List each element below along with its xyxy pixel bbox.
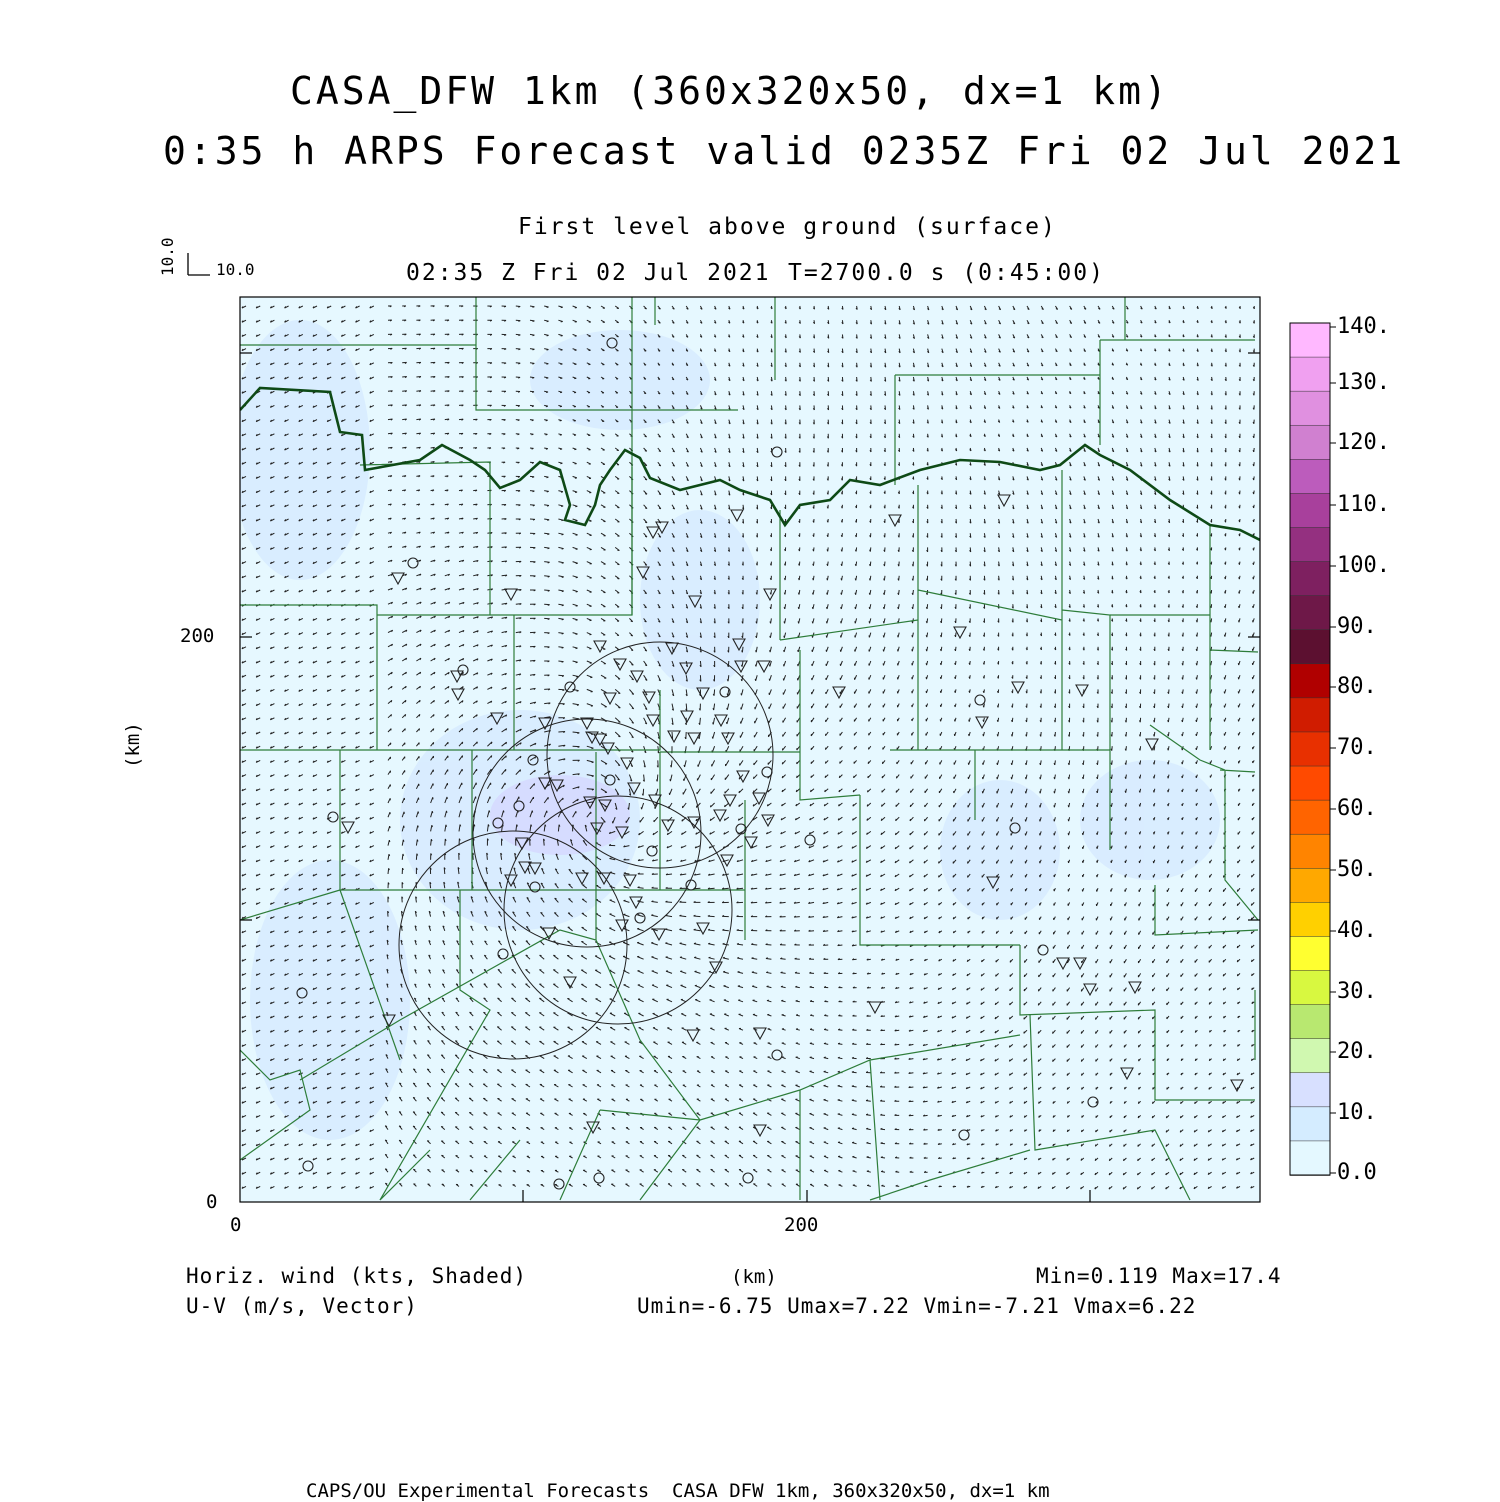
title-line-2: 0:35 h ARPS Forecast valid 0235Z Fri 02 Jul 2021 [163,132,1405,170]
y-axis-unit: (km) [124,722,143,768]
colorbar-label: 20. [1337,1041,1377,1063]
colorbar-label: 80. [1337,676,1377,698]
valid-time-label: 02:35 Z Fri 02 Jul 2021 [406,262,771,285]
colorbar-label: 140. [1337,316,1390,338]
colorbar-segment [1290,800,1330,835]
colorbar-segment [1290,1005,1330,1040]
colorbar-segment [1290,766,1330,801]
colorbar-segment [1290,323,1330,358]
colorbar-segment [1290,357,1330,392]
colorbar-segment [1290,936,1330,971]
title-line-1: CASA_DFW 1km (360x320x50, dx=1 km) [290,72,1170,110]
colorbar-label: 100. [1337,555,1390,577]
colorbar-label: 130. [1337,372,1390,394]
vector-key-arrow [188,253,210,275]
colorbar-segment [1290,971,1330,1006]
colorbar-segment [1290,868,1330,903]
colorbar-segment [1290,391,1330,426]
colorbar-segment [1290,493,1330,528]
colorbar-label: 30. [1337,981,1377,1003]
colorbar-segment [1290,562,1330,597]
colorbar-segment [1290,1141,1330,1176]
colorbar-label: 40. [1337,920,1377,942]
colorbar-label: 60. [1337,798,1377,820]
vector-key-u-label: 10.0 [216,262,255,278]
colorbar-segment [1290,459,1330,494]
colorbar-segment [1290,630,1330,665]
level-label: First level above ground (surface) [518,216,1057,239]
x-axis-unit: (km) [731,1268,777,1287]
colorbar-segment [1290,902,1330,937]
colorbar-segment [1290,698,1330,733]
colorbar-segment [1290,1073,1330,1108]
colorbar-segment [1290,1107,1330,1142]
colorbar-segment [1290,664,1330,699]
model-time-label: T=2700.0 s (0:45:00) [788,262,1105,285]
colorbar-label: 50. [1337,859,1377,881]
wind-max-shading [490,775,630,855]
vector-key-v-label: 10.0 [160,237,176,276]
colorbar-label: 90. [1337,616,1377,638]
y-tick-0: 0 [206,1193,217,1212]
colorbar-segment [1290,527,1330,562]
colorbar-segment [1290,425,1330,460]
credit-label: CAPS/OU Experimental Forecasts CASA DFW 1km, 360x320x50, dx=1 km [306,1482,1050,1501]
colorbar-label: 70. [1337,737,1377,759]
field-name-label: Horiz. wind (kts, Shaded) [186,1266,527,1287]
vector-name-label: U-V (m/s, Vector) [186,1296,418,1317]
colorbar-label: 120. [1337,432,1390,454]
x-tick-200: 200 [784,1216,818,1235]
colorbar [1290,323,1336,1176]
x-tick-0: 0 [230,1216,241,1235]
y-tick-200: 200 [180,627,214,646]
minmax-label: Min=0.119 Max=17.4 [1036,1266,1282,1287]
colorbar-label: 110. [1337,494,1390,516]
uv-minmax-label: Umin=-6.75 Umax=7.22 Vmin=-7.21 Vmax=6.22 [637,1296,1196,1317]
colorbar-segment [1290,1039,1330,1074]
colorbar-segment [1290,596,1330,631]
colorbar-segment [1290,732,1330,767]
colorbar-label: 0.0 [1337,1162,1377,1184]
colorbar-segment [1290,834,1330,869]
colorbar-label: 10. [1337,1102,1377,1124]
